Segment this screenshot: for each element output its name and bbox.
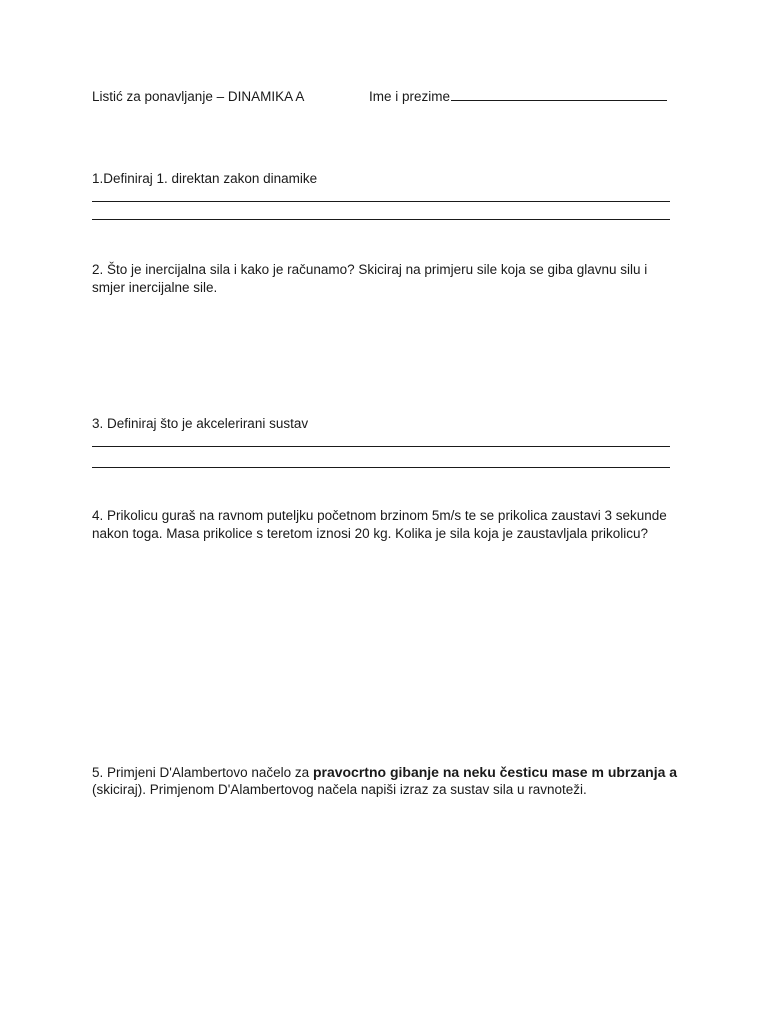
question-3-text: 3. Definiraj što je akcelerirani sustav	[92, 416, 309, 431]
question-5-plain: 5. Primjeni D'Alambertovo načelo za	[92, 765, 313, 780]
name-field[interactable]	[369, 88, 667, 106]
question-2-text: 2. Što je inercijalna sila i kako je računamo? Skiciraj na primjeru sile koja se giba glavnu silu i smjer inercijalne sile.	[92, 262, 648, 295]
question-5-line-2: (skiciraj). Primjenom D'Alambertovog načela napiši izraz za sustav sila u ravnoteži.	[92, 782, 587, 797]
answer-line-3a[interactable]	[92, 446, 670, 447]
answer-line-1a[interactable]	[92, 201, 670, 202]
name-blank-line[interactable]	[451, 88, 667, 101]
question-5-bold: pravocrtno gibanje na neku česticu mase m ubrzanja a	[312, 764, 678, 780]
question-5-line-1	[92, 763, 677, 782]
name-label: Ime i prezime	[369, 89, 451, 104]
answer-line-3b[interactable]	[92, 467, 670, 468]
question-4-text: 4. Prikolicu guraš na ravnom puteljku početnom brzinom 5m/s te se prikolica zaustavi 3 sekunde nakon toga. Masa prikolice s teretom iznosi 20 kg. Kolika je sila koja je zaustavljala prikolicu?	[92, 508, 667, 541]
answer-line-1b[interactable]	[92, 219, 670, 220]
worksheet-title: Listić za ponavljanje – DINAMIKA A	[92, 89, 305, 104]
question-1-text: 1.Definiraj 1. direktan zakon dinamike	[92, 171, 318, 186]
